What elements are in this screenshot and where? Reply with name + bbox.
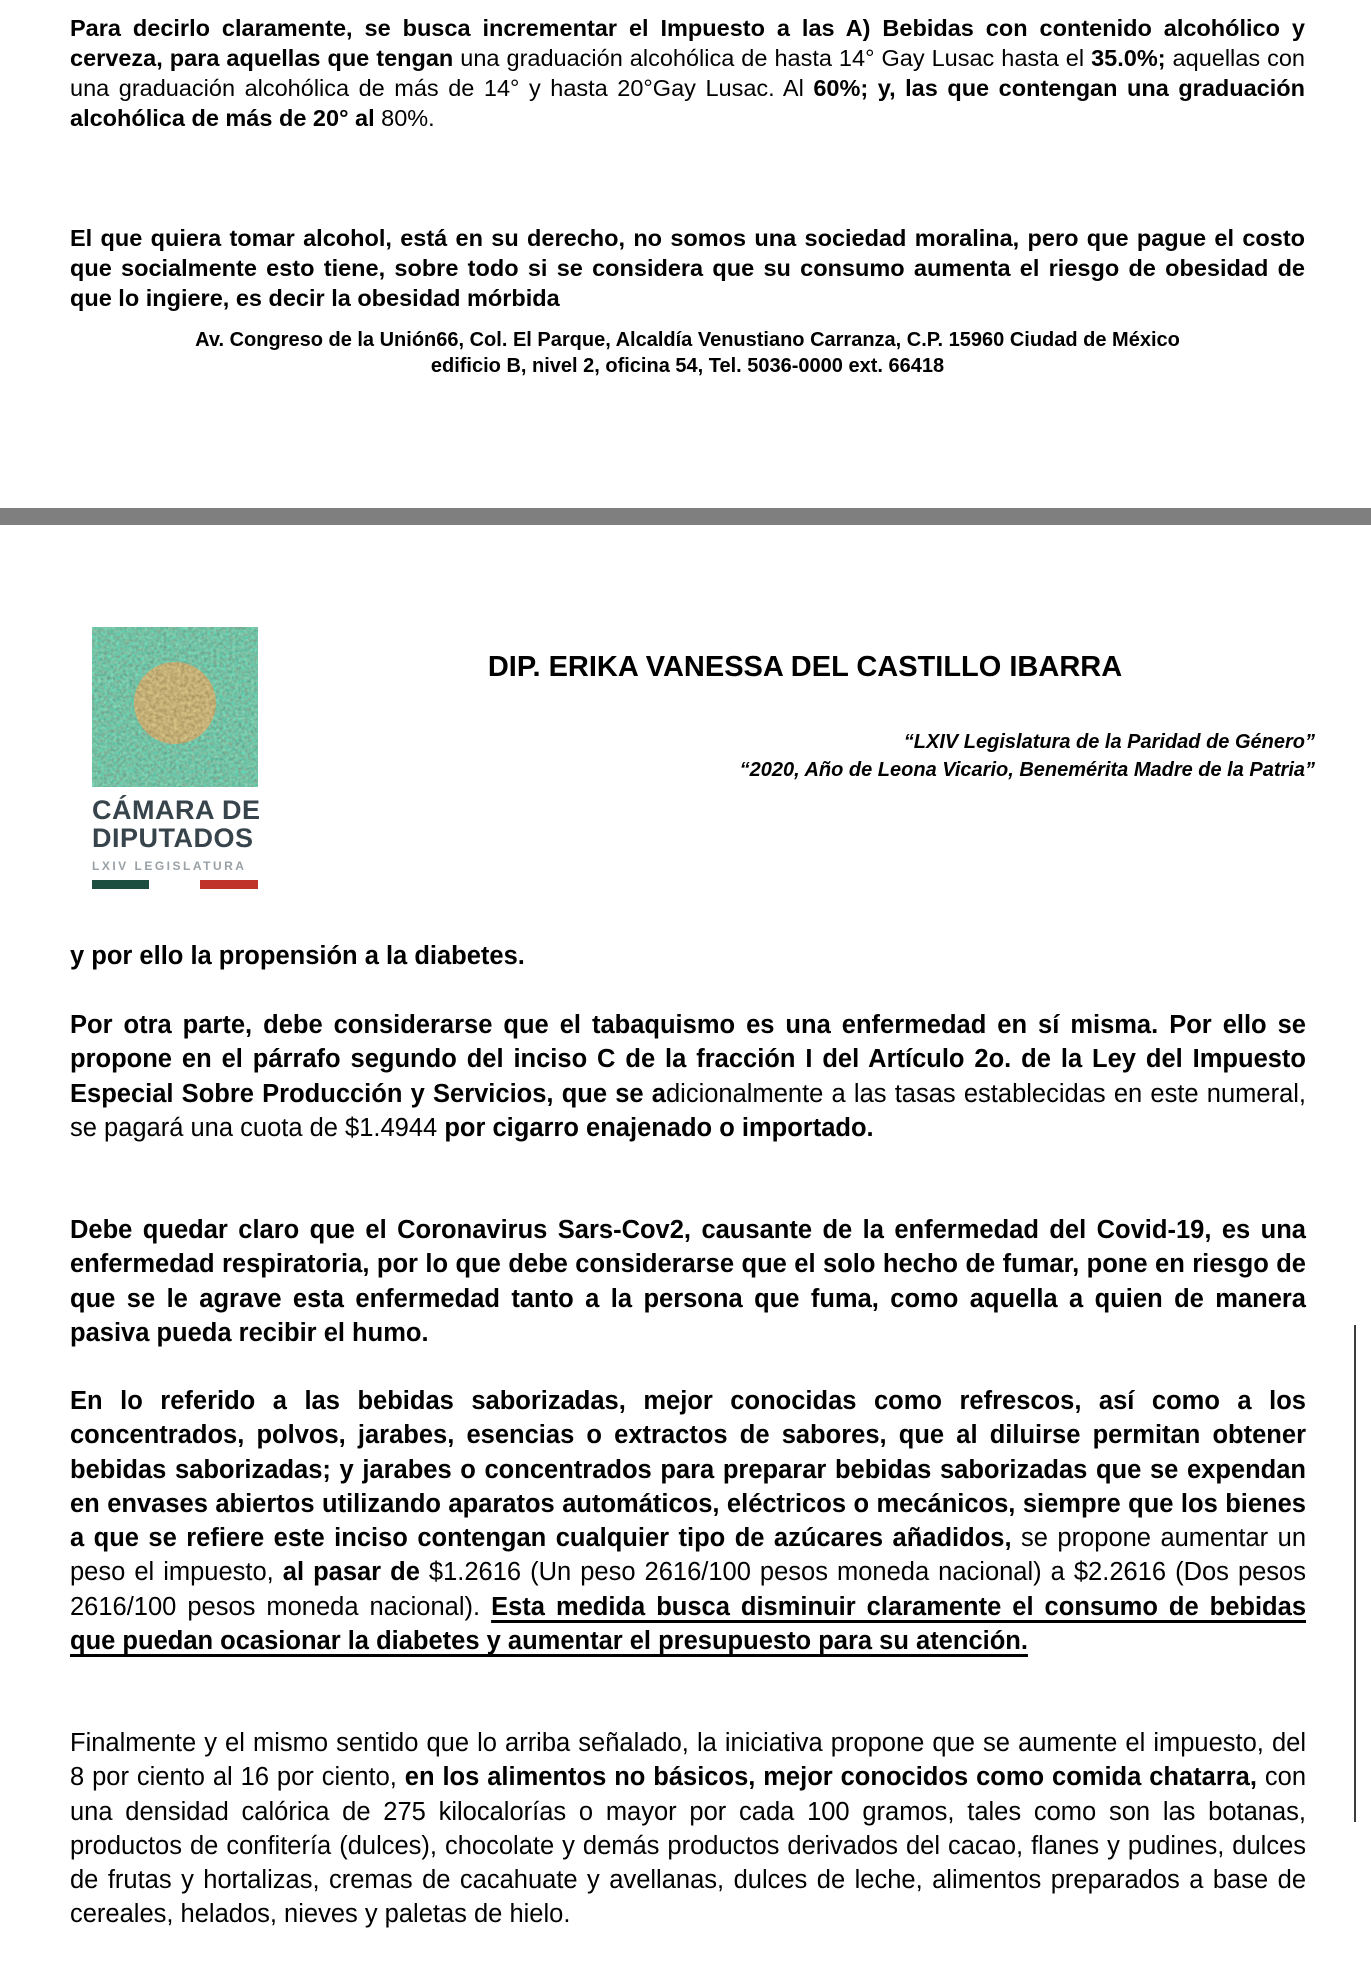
footer-address-line-1: Av. Congreso de la Unión66, Col. El Parque, Alcaldía Venustiano Carranza, C.P. 15960 Ciudad de México bbox=[195, 329, 1180, 351]
logo-line-diputados: DIPUTADOS bbox=[92, 823, 254, 853]
camara-diputados-emblem-icon bbox=[92, 627, 258, 787]
page-footer-address bbox=[70, 327, 1305, 379]
paragraph-alimentos-no-basicos: Finalmente y el mismo sentido que lo arriba señalado, la iniciativa propone que se aumente el impuesto, del 8 por ciento al 16 por ciento, en los alimentos no básicos, mejor conocidos como comida chatarra, con una densidad calórica de 275 kilocalorías o mayor por cada 100 gramos, tales como son las botanas, productos de confitería (dulces), chocolate y demás productos derivados del cacao, flanes y pudines, dulces de frutas y hortalizas, cremas de cacahuate y avellanas, dulces de leche, alimentos preparados a base de cereales, helados, nieves y paletas de hielo. bbox=[70, 1729, 1306, 1929]
paragraph-tabaquismo: Por otra parte, debe considerarse que el tabaquismo es una enfermedad en sí misma. Por ello se propone en el párrafo segundo del inciso C de la fracción I del Artículo 2o. de la Ley del Impuesto Especial Sobre Producción y Servicios, que se adicionalmente a las tasas establecidas en este numeral, se pagará una cuota de $1.4944 por cigarro enajenado o importado. bbox=[70, 1011, 1307, 1142]
paragraph-impuesto-bebidas: Para decirlo claramente, se busca incrementar el Impuesto a las A) Bebidas con contenido alcohólico y cerveza, para aquellas que tengan una graduación alcohólica de hasta 14° Gay Lusac hasta el 35.0%; aquellas con una graduación alcohólica de más de 14° y hasta 20°Gay Lusac. Al 60%; y, las que contengan una graduación alcohólica de más de 20° al 80%. bbox=[70, 15, 1305, 131]
legislature-quote: “LXIV Legislatura de la Paridad de Género” bbox=[903, 731, 1315, 753]
mexican-flag-bars bbox=[92, 880, 258, 889]
logo-line-camara-de: CÁMARA DE bbox=[92, 795, 261, 825]
flag-green-bar bbox=[92, 880, 149, 889]
logo-wordmark bbox=[92, 796, 262, 889]
paragraph-coronavirus: Debe quedar claro que el Coronavirus Sars-Cov2, causante de la enfermedad del Covid-19, es una enfermedad respiratoria, por lo que debe considerarse que el solo hecho de fumar, pone en riesgo de que se le agrave esta enfermedad tanto a la persona que fuma, como aquella a quien de manera pasiva pueda recibir el humo. bbox=[70, 1216, 1306, 1347]
year-quote: “2020, Año de Leona Vicario, Benemérita Madre de la Patria” bbox=[739, 759, 1315, 781]
paragraph-tomar-alcohol: El que quiera tomar alcohol, está en su derecho, no somos una sociedad moralina, pero que pague el costo que socialmente esto tiene, sobre todo si se considera que su consumo aumenta el riesgo de obesidad de que lo ingiere, es decir la obesidad mórbida bbox=[70, 225, 1305, 311]
footer-address-line-2: edificio B, nivel 2, oficina 54, Tel. 5036-0000 ext. 66418 bbox=[430, 355, 945, 377]
flag-white-bar bbox=[149, 880, 200, 889]
paragraph-bebidas-saborizadas: En lo referido a las bebidas saborizadas, mejor conocidas como refrescos, así como a los concentrados, polvos, jarabes, esencias o extractos de sabores, que al diluirse permitan obtener bebidas saborizadas; y jarabes o concentrados para preparar bebidas saborizadas que se expendan en envases abiertos utilizando aparatos automáticos, eléctricos o mecánicos, siempre que los bienes a que se refiere este inciso contengan cualquier tipo de azúcares añadidos, se propone aumentar un peso el impuesto, al pasar de $1.2616 (Un peso 2616/100 pesos moneda nacional) a $2.2616 (Dos pesos 2616/100 pesos moneda nacional). Esta medida busca disminuir claramente el consumo de bebidas que puedan ocasionar la diabetes y aumentar el presupuesto para su atención. bbox=[70, 1387, 1306, 1656]
page-break-divider bbox=[0, 508, 1371, 525]
flag-red-bar bbox=[200, 880, 258, 889]
paragraph-propension-diabetes: y por ello la propensión a la diabetes. bbox=[70, 942, 525, 970]
logo-line-legislatura: LXIV LEGISLATURA bbox=[92, 859, 247, 873]
header-quotes bbox=[400, 728, 1315, 784]
textbox-right-border-line bbox=[1354, 1325, 1356, 1822]
deputy-name-title: DIP. ERIKA VANESSA DEL CASTILLO IBARRA bbox=[487, 651, 1123, 683]
camara-diputados-logo bbox=[92, 627, 262, 889]
